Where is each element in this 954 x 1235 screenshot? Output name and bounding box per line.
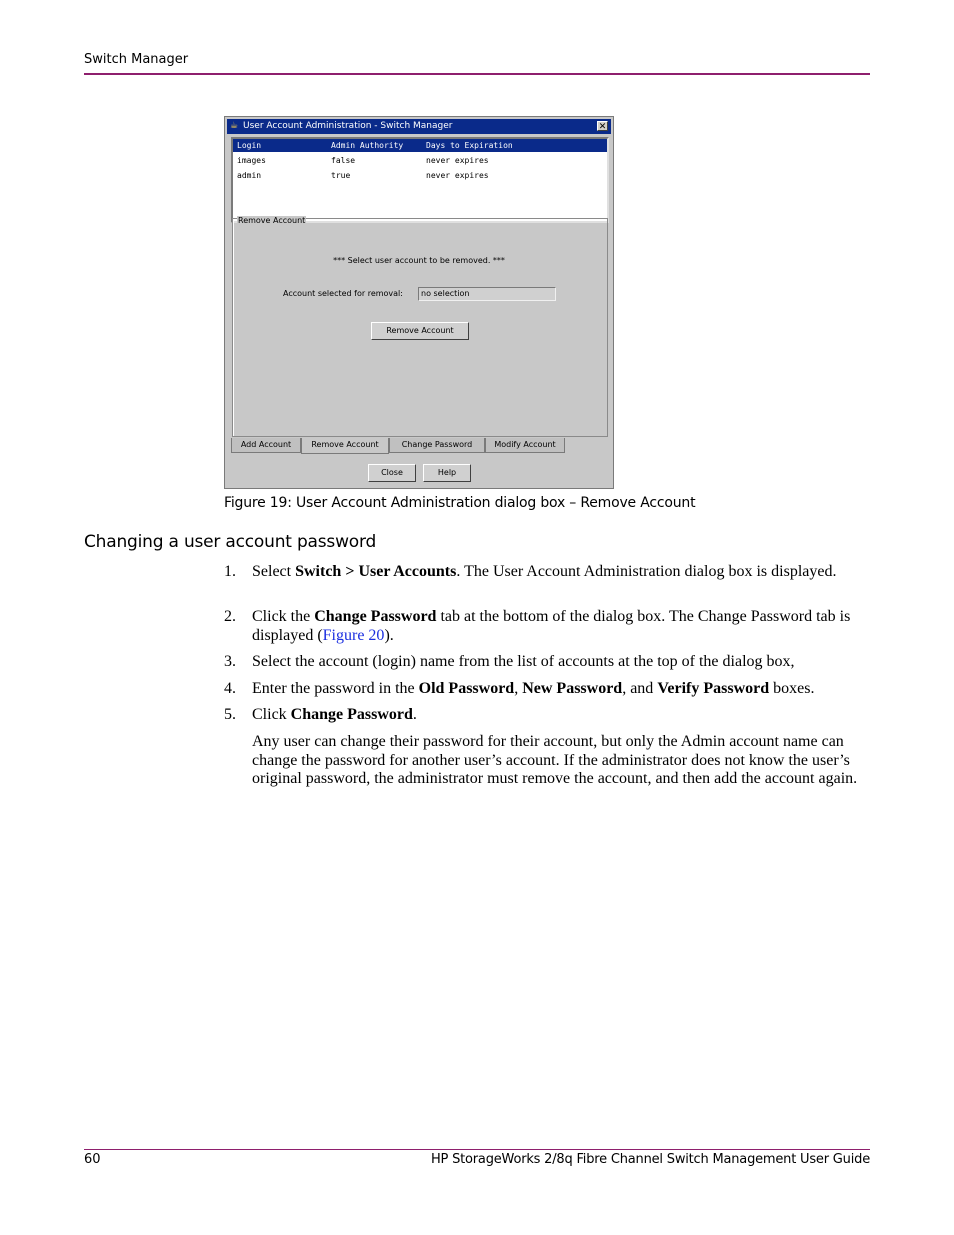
tab-remove-account[interactable]: Remove Account (301, 438, 389, 454)
bold-term: Change Password (314, 608, 437, 625)
account-selected-label: Account selected for removal: (283, 289, 403, 298)
step-number: 4. (224, 680, 236, 697)
step-text-run: , and (622, 680, 658, 697)
user-account-dialog-screenshot (224, 116, 614, 489)
step-text (252, 706, 868, 725)
header-rule (84, 73, 870, 75)
figure-link[interactable]: Figure 20 (322, 626, 385, 644)
list-item[interactable] (233, 169, 607, 183)
accounts-list-header (233, 139, 607, 152)
java-cup-icon: ☕ (230, 121, 239, 131)
running-header: Switch Manager (84, 52, 189, 67)
close-button[interactable]: Close (368, 464, 416, 482)
login-cell: images (237, 156, 266, 165)
step-text (252, 680, 868, 699)
column-header-days-to-expiration: Days to Expiration (426, 141, 513, 150)
step-text (252, 563, 868, 582)
step-text (252, 608, 868, 645)
tab-change-password[interactable]: Change Password (389, 438, 485, 453)
step-number: 2. (224, 608, 236, 625)
tab-modify-account[interactable]: Modify Account (485, 438, 565, 453)
help-button[interactable]: Help (423, 464, 471, 482)
page-number: 60 (84, 1152, 101, 1167)
bold-term: Switch > User Accounts (295, 563, 457, 580)
step-text-run: Enter the password in the (252, 680, 419, 697)
bold-term: Old Password (418, 680, 515, 697)
tab-add-account[interactable]: Add Account (231, 438, 301, 453)
instruction-message: *** Select user account to be removed. *** (333, 256, 505, 265)
login-cell: admin (237, 171, 262, 180)
step-text-run: Click the (252, 608, 315, 625)
dialog-title: User Account Administration - Switch Manager (243, 121, 453, 131)
admin-authority-cell: false (331, 156, 356, 165)
step-text-run: . (412, 706, 417, 723)
step-text-run: Select (252, 563, 296, 580)
bold-term: Verify Password (657, 680, 770, 697)
step-text-run: . The User Account Administration dialog box is displayed. (456, 563, 837, 580)
bold-term: New Password (522, 680, 623, 697)
step-text-run: Click (252, 706, 291, 723)
document-title: HP StorageWorks 2/8q Fibre Channel Switch Management User Guide (430, 1152, 870, 1167)
expiration-cell: never expires (426, 156, 489, 165)
section-heading: Changing a user account password (84, 532, 377, 552)
account-selected-field[interactable]: no selection (418, 287, 556, 301)
step-number: 5. (224, 706, 236, 723)
dialog-titlebar (227, 119, 611, 134)
panel-label: Remove Account (238, 216, 306, 225)
step-number: 1. (224, 563, 236, 580)
step-text-run: Select the account (login) name from the list of accounts at the top of the dialog box, (252, 653, 795, 670)
admin-authority-cell: true (331, 171, 351, 180)
step-number: 3. (224, 653, 236, 670)
step-text-run: tab at the bottom of the dialog box. The Change Password tab is displayed ( (252, 608, 851, 644)
footer-rule (84, 1149, 870, 1150)
step-text-run: , (514, 680, 523, 697)
figure-caption: Figure 19: User Account Administration dialog box – Remove Account (224, 495, 696, 511)
body-paragraph: Any user can change their password for their account, but only the Admin account name can change the password for another user’s account. If the administrator does not know the user’s original password, the administrator must remove the account, and then add the account again. (252, 733, 858, 787)
close-icon[interactable]: ✕ (598, 122, 607, 132)
bold-term: Change Password (290, 706, 413, 723)
step-text-run: boxes. (769, 680, 815, 697)
column-header-admin-authority: Admin Authority (331, 141, 404, 150)
step-text (252, 653, 868, 672)
step-text-run: ). (384, 626, 394, 644)
expiration-cell: never expires (426, 171, 489, 180)
remove-account-button[interactable]: Remove Account (371, 322, 469, 340)
accounts-list[interactable] (231, 137, 609, 223)
list-item[interactable] (233, 154, 607, 168)
column-header-login: Login (237, 141, 262, 150)
